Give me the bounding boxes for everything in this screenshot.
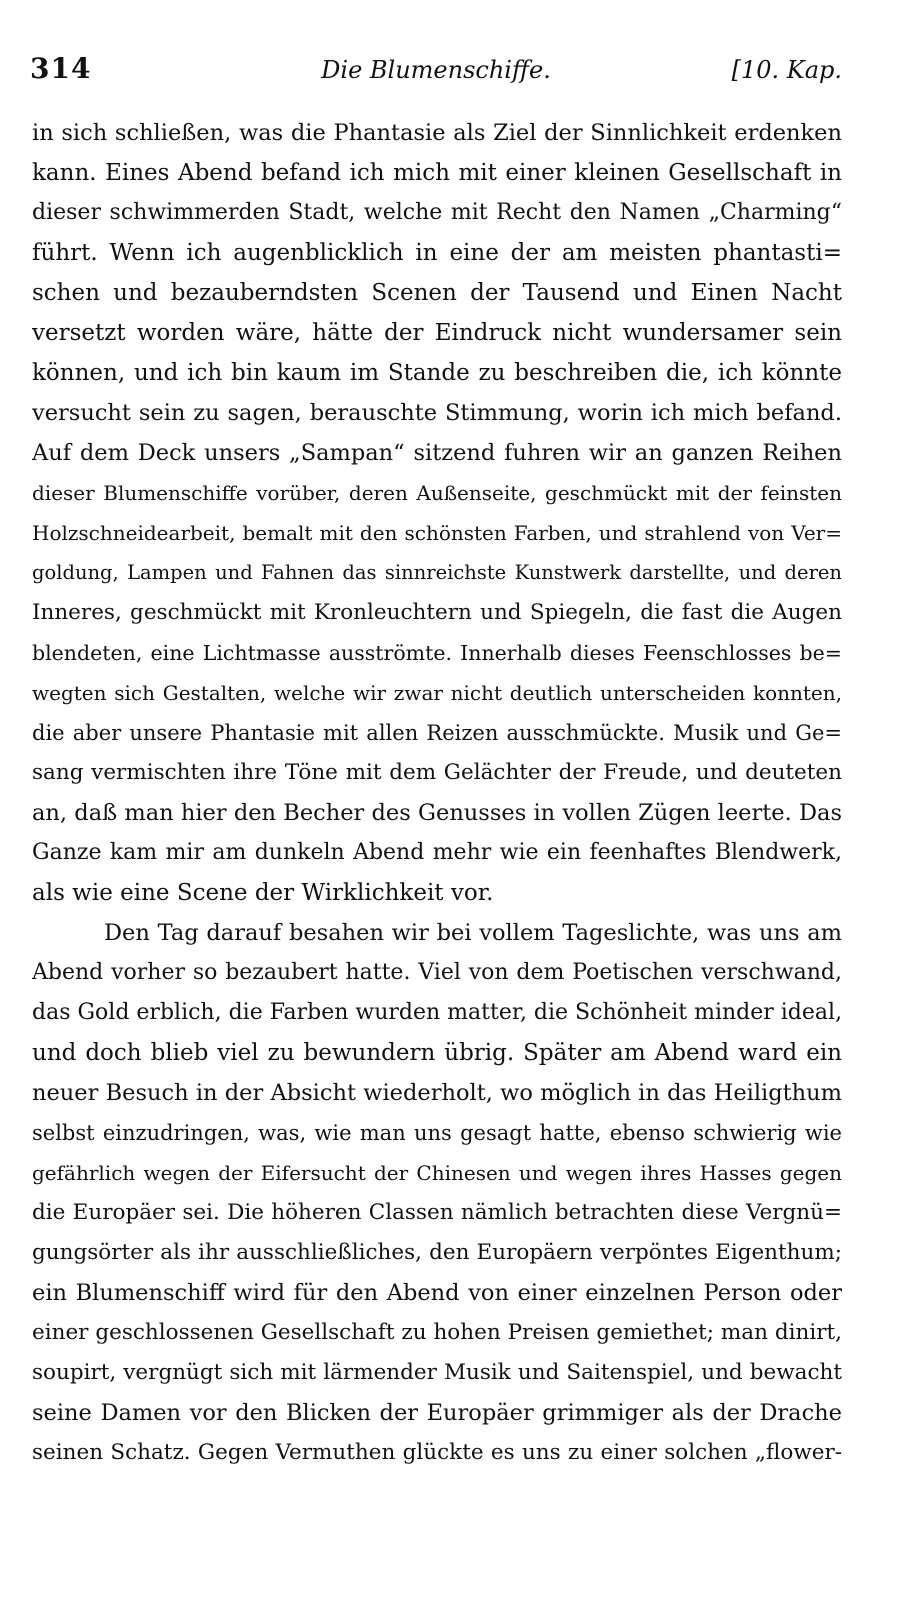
text-line: soupirt, vergnügt sich mit lärmender Musik und Saitenspiel, und bewacht (32, 1360, 842, 1385)
text-line: versetzt worden wäre, hätte der Eindruck nicht wundersamer sein (32, 320, 842, 346)
running-title: Die Blumenschiffe. (321, 56, 551, 84)
text-line: Ganze kam mir am dunkeln Abend mehr wie ein feenhaftes Blendwerk, (32, 840, 842, 865)
text-line: seinen Schatz. Gegen Vermuthen glückte es uns zu einer solchen „flower- (32, 1440, 842, 1465)
body-text (32, 113, 842, 1473)
text-line: Auf dem Deck unsers „Sampan“ sitzend fuhren wir an ganzen Reihen (32, 440, 842, 466)
text-line: die aber unsere Phantasie mit allen Reizen ausschmückte. Musik und Ge= (32, 721, 842, 745)
text-line: dieser Blumenschiffe vorüber, deren Außenseite, geschmückt mit der feinsten (32, 481, 842, 505)
page-header (30, 52, 842, 92)
text-line: Inneres, geschmückt mit Kronleuchtern und Spiegeln, die fast die Augen (32, 600, 842, 625)
text-line: schen und bezauberndsten Scenen der Tausend und Einen Nacht (32, 280, 842, 306)
text-line: an, daß man hier den Becher des Genusses in vollen Zügen leerte. Das (32, 800, 842, 826)
text-line: können, und ich bin kaum im Stande zu beschreiben die, ich könnte (32, 360, 842, 386)
text-line: goldung, Lampen und Fahnen das sinnreichste Kunstwerk darstellte, und deren (32, 561, 842, 584)
text-line: blendeten, eine Lichtmasse ausströmte. Innerhalb dieses Feenschlosses be= (32, 641, 842, 665)
text-line: das Gold erblich, die Farben wurden matter, die Schönheit minder ideal, (32, 1000, 842, 1025)
text-line: die Europäer sei. Die höheren Classen nämlich betrachten diese Vergnü= (32, 1200, 842, 1225)
text-line: dieser schwimmerden Stadt, welche mit Recht den Namen „Charming“ (32, 200, 842, 225)
text-line: Den Tag darauf besahen wir bei vollem Tageslichte, was uns am (104, 920, 842, 946)
text-line: als wie eine Scene der Wirklichkeit vor. (32, 880, 494, 906)
text-line: einer geschlossenen Gesellschaft zu hohen Preisen gemiethet; man dinirt, (32, 1320, 842, 1345)
text-line: wegten sich Gestalten, welche wir zwar nicht deutlich unterscheiden konnten, (32, 681, 842, 705)
text-line: und doch blieb viel zu bewundern übrig. Später am Abend ward ein (32, 1040, 842, 1066)
page-number: 314 (30, 52, 92, 85)
paragraph-1 (32, 113, 842, 913)
text-line: sang vermischten ihre Töne mit dem Gelächter der Freude, und deuteten (32, 760, 842, 785)
text-line: kann. Eines Abend befand ich mich mit einer kleinen Gesellschaft in (32, 160, 842, 186)
text-line: neuer Besuch in der Absicht wiederholt, wo möglich in das Heiligthum (32, 1080, 842, 1106)
paragraph-2 (32, 913, 842, 1473)
text-line: führt. Wenn ich augenblicklich in eine der am meisten phantasti= (32, 240, 842, 266)
chapter-reference: [10. Kap. (731, 56, 842, 84)
text-line: gungsörter als ihr ausschließliches, den Europäern verpöntes Eigenthum; (32, 1240, 842, 1265)
text-line: gefährlich wegen der Eifersucht der Chinesen und wegen ihres Hasses gegen (32, 1161, 842, 1185)
text-line: selbst einzudringen, was, wie man uns gesagt hatte, ebenso schwierig wie (32, 1121, 842, 1145)
text-line: Holzschneidearbeit, bemalt mit den schönsten Farben, und strahlend von Ver= (32, 521, 842, 545)
text-line: versucht sein zu sagen, berauschte Stimmung, worin ich mich befand. (32, 400, 842, 426)
text-line: in sich schließen, was die Phantasie als Ziel der Sinnlichkeit erdenken (32, 120, 842, 146)
text-line: Abend vorher so bezaubert hatte. Viel von dem Poetischen verschwand, (32, 960, 842, 985)
text-line: ein Blumenschiff wird für den Abend von einer einzelnen Person oder (32, 1280, 842, 1306)
text-line: seine Damen vor den Blicken der Europäer grimmiger als der Drache (32, 1400, 842, 1426)
